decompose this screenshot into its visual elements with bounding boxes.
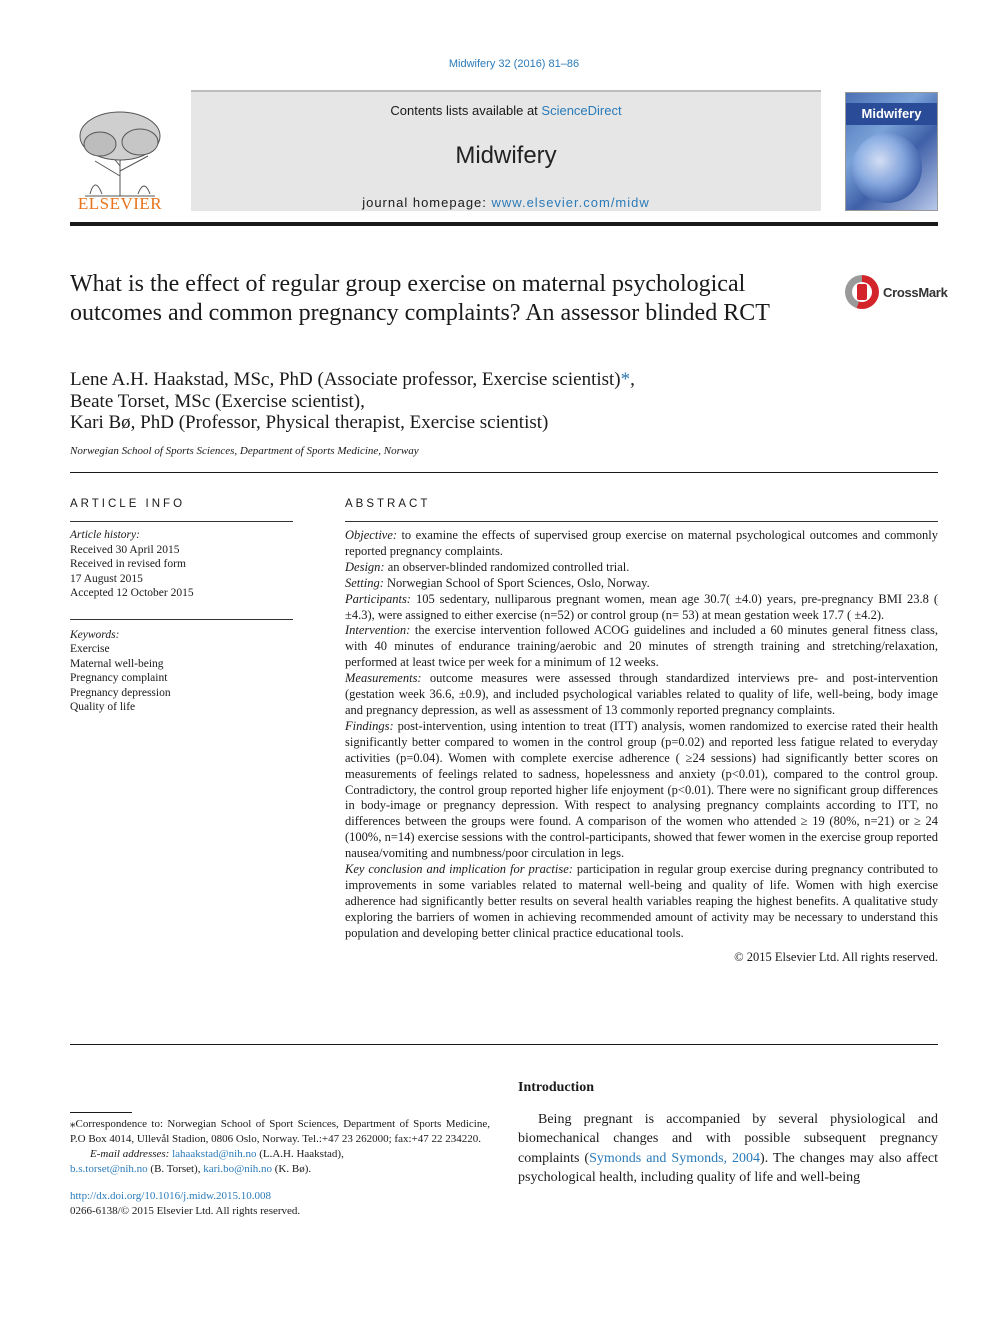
sciencedirect-link[interactable]: ScienceDirect <box>541 103 622 118</box>
section-rule <box>70 472 938 473</box>
email-addresses: E-mail addresses: lahaakstad@nih.no (L.A.H. Haakstad), <box>90 1148 344 1160</box>
history-label: Article history: <box>70 529 140 541</box>
reference-link[interactable]: Symonds and Symonds, 2004 <box>589 1150 761 1166</box>
crossmark-badge[interactable] <box>845 275 948 311</box>
footnotes <box>70 1112 490 1219</box>
email-link-1[interactable]: lahaakstad@nih.no <box>172 1148 257 1160</box>
elsevier-wordmark: ELSEVIER <box>77 194 163 213</box>
abstract-design: Design: an observer-blinded randomized controlled trial. <box>345 559 630 574</box>
email-link-3[interactable]: kari.bo@nih.no <box>203 1163 273 1175</box>
history-item: Received in revised form <box>70 558 186 570</box>
abstract-participants: Participants: 105 sedentary, nulliparous pregnant women, mean age 30.7( ±4.0) years, pre-pregnancy BMI 23.8 ( ±4.3), were assigned to either exercise (n=52) or control group (n= 53) at mean gestation week 17.7 ( ±4.2). <box>345 591 938 622</box>
article-info-column <box>70 498 293 715</box>
abstract-objective: Objective: to examine the effects of supervised group exercise on maternal psychological outcomes and commonly reported pregnancy complaints. <box>345 528 938 558</box>
corresponding-author-mark[interactable]: * <box>620 369 631 390</box>
journal-name: Midwifery <box>455 142 557 169</box>
abstract-measurements: Measurements: outcome measures were assessed through standardized interviews pre- and post-intervention (gestation week 36.6, ±0.9), and included psychological variables related to quality of life, well-being, body image and pregnancy depression, as well as assessment of 13 commonly reported pregnancy complaints. <box>345 671 938 717</box>
abstract-intervention: Intervention: the exercise intervention followed ACOG guidelines and included a 60 minutes general fitness class, with 40 minutes of endurance training/aerobic and 20 minutes of strength training and stretching/relaxation, performed at least twice per week for a minimum of 12 weeks. <box>345 623 939 670</box>
keyword: Pregnancy complaint <box>70 672 168 684</box>
abstract-setting: Setting: Norwegian School of Sport Sciences, Oslo, Norway. <box>345 575 650 590</box>
author-3: Kari Bø, PhD (Professor, Physical therapist, Exercise scientist) <box>70 412 549 433</box>
abstract-column <box>345 498 938 965</box>
journal-cover-thumbnail[interactable] <box>845 92 938 211</box>
abstract-findings: Findings: post-intervention, using intention to treat (ITT) analysis, women randomized to exercise rated their health significantly better compared to women in the control group (p=0.02) and reported less fatigue related to everyday activities (p=0.04). Women with complete exercise adherence ( ≥24 sessions) had significantly better scores on measurements of feelings related to sadness, hopelessness and anxiety (p<0.01), compared to the control group. Contradictory, the control group reported higher life enjoyment (p<0.01). There were no significant group differences in body-image or pregnancy depression. With respect to analysing pregnancy complaints according to ITT, no differences between the groups were found. A comparison of the women who attended ≥ 19 (80%, n=21) or ≥ 24 (100%, n=14) exercise sessions with the control-participants, showed that fewer women in the exercise group reported nausea/vomiting and numbness/poor circulation in legs. <box>345 718 939 861</box>
history-item: Received 30 April 2015 <box>70 543 180 556</box>
abstract-body <box>345 528 938 942</box>
article-title: What is the effect of regular group exercise on maternal psychological outcomes and common pregnancy complaints? An assessor blinded RCT <box>70 271 770 326</box>
journal-homepage: journal homepage: www.elsevier.com/midw <box>362 195 650 210</box>
doi-link[interactable]: http://dx.doi.org/10.1016/j.midw.2015.10.008 <box>70 1190 272 1202</box>
cover-swirl-graphic <box>852 133 922 203</box>
doi-block <box>70 1189 490 1219</box>
article-history <box>70 528 293 601</box>
crossmark-label: CrossMark <box>883 285 948 300</box>
citation-text[interactable]: Midwifery 32 (2016) 81–86 <box>448 58 580 70</box>
keyword: Maternal well-being <box>70 657 164 670</box>
introduction-heading: Introduction <box>518 1080 594 1095</box>
journal-masthead <box>70 90 938 224</box>
contents-line: Contents lists available at ScienceDirect <box>390 103 622 118</box>
correspondence-note: ⁎Correspondence to: Norwegian School of Sport Sciences, Department of Sports Medicine, P.O Box 4014, Ullevål Stadion, 0806 Oslo, Norway. Tel.:+47 23 262000; fax:+47 22 234220. <box>70 1118 490 1145</box>
history-item: 17 August 2015 <box>70 572 143 585</box>
author-list <box>70 369 930 434</box>
keyword: Quality of life <box>70 701 136 713</box>
article-info-heading: ARTICLE INFO <box>70 498 293 522</box>
email-link-2[interactable]: b.s.torset@nih.no <box>70 1163 148 1175</box>
issn-line: 0266-6138/© 2015 Elsevier Ltd. All rights reserved. <box>70 1205 301 1217</box>
journal-header-box <box>191 90 821 211</box>
introduction-text: Being pregnant is accompanied by several physiological and biomechanical changes and with possible subsequent pregnancy complaints (Symonds and Symonds, 2004). The changes may also affect psychological health, including quality of life and well-being <box>518 1112 938 1185</box>
keyword: Pregnancy depression <box>70 686 171 699</box>
crossmark-bookmark-icon <box>857 284 867 300</box>
section-rule <box>70 1044 938 1045</box>
keyword: Exercise <box>70 643 110 655</box>
keywords-label: Keywords: <box>70 628 120 641</box>
abstract-conclusion: Key conclusion and implication for practise: participation in regular group exercise during pregnancy contributed to improvements in some variables related to maternal well-being and quality of life. Women with high exercise adherence had significantly better results on several health variables reaping the highest benefits. A qualitative study exploring the barriers of women in achieving recommended amount of activity may be necessary to understand this population and developing better clinical practice educational tools. <box>345 862 938 940</box>
author-2: Beate Torset, MSc (Exercise scientist), <box>70 390 365 412</box>
author-1: Lene A.H. Haakstad, MSc, PhD (Associate professor, Exercise scientist)*, <box>70 369 635 390</box>
email-addresses-cont: b.s.torset@nih.no (B. Torset), kari.bo@nih.no (K. Bø). <box>70 1163 312 1175</box>
cover-title: Midwifery <box>846 103 937 125</box>
header-rule <box>70 222 938 226</box>
introduction-section <box>518 1080 938 1187</box>
abstract-heading: ABSTRACT <box>345 498 938 522</box>
homepage-link[interactable]: www.elsevier.com/midw <box>491 195 650 210</box>
affiliation: Norwegian School of Sports Sciences, Department of Sports Medicine, Norway <box>70 445 419 457</box>
history-item: Accepted 12 October 2015 <box>70 587 194 599</box>
abstract-copyright: © 2015 Elsevier Ltd. All rights reserved. <box>734 949 938 964</box>
journal-citation[interactable] <box>0 58 992 70</box>
keywords <box>70 619 293 715</box>
